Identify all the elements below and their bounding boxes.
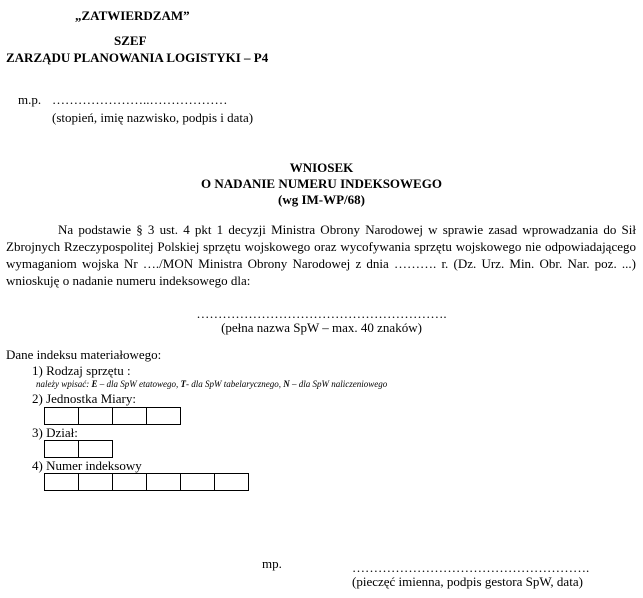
item1-note [36, 379, 387, 389]
item2-label: 2) Jednostka Miary: [32, 391, 136, 406]
section-cell[interactable] [79, 440, 113, 458]
section-cell[interactable] [45, 440, 79, 458]
footer-sign-line: ………………………………………………. [352, 560, 590, 575]
index-number-cells [44, 473, 249, 491]
approval-mp-label: m.p. [18, 92, 42, 107]
section-cells [44, 440, 113, 458]
unit-cell[interactable] [147, 407, 181, 425]
doc-title-line3: (wg IM-WP/68) [277, 192, 365, 207]
index-heading: Dane indeksu materiałowego: [6, 347, 162, 362]
item1-note-t-text: - dla SpW tabelarycznego, [186, 379, 284, 389]
approval-org: ZARZĄDU PLANOWANIA LOGISTYKI – P4 [6, 50, 269, 65]
unit-cells [44, 407, 181, 425]
unit-cell[interactable] [79, 407, 113, 425]
name-field-caption: (pełna nazwa SpW – max. 40 znaków) [221, 320, 422, 335]
index-number-cell[interactable] [147, 473, 181, 491]
index-number-cell[interactable] [215, 473, 249, 491]
index-number-cell[interactable] [79, 473, 113, 491]
item1-note-n: N [283, 379, 290, 389]
item1-note-e-text: – dla SpW etatowego, [97, 379, 181, 389]
footer-sign-caption: (pieczęć imienna, podpis gestora SpW, data) [352, 574, 583, 589]
doc-title-line2: O NADANIE NUMERU INDEKSOWEGO [201, 176, 442, 191]
footer-mp-label: mp. [262, 556, 282, 571]
request-paragraph: Na podstawie § 3 ust. 4 pkt 1 decyzji Ministra Obrony Narodowej w sprawie zasad wprowadzania do Sił Zbrojnych Rzeczypospolitej Polskiej sprzętu wojskowego oraz wycofywania sprzętu wojskowego nie odpowiadającego wymaganiom wojska Nr …./MON Ministra Obrony Narodowej z dnia ………. r. (Dz. Urz. Min. Obr. Nar. poz. ...) wnioskuję o nadanie numeru indeksowego dla: [6, 222, 636, 288]
unit-cell[interactable] [45, 407, 79, 425]
index-number-cell[interactable] [45, 473, 79, 491]
approval-sign-line: …………………..……………… [52, 92, 228, 107]
unit-cell[interactable] [113, 407, 147, 425]
index-number-cell[interactable] [181, 473, 215, 491]
approval-heading: „ZATWIERDZAM” [75, 8, 190, 23]
item4-label: 4) Numer indeksowy [32, 458, 142, 473]
approval-role: SZEF [114, 33, 147, 48]
item1-label: 1) Rodzaj sprzętu : [32, 363, 131, 378]
item1-note-e: E [91, 379, 98, 389]
index-number-cell[interactable] [113, 473, 147, 491]
name-field-line[interactable]: …………………………………………………. [196, 306, 447, 321]
item1-note-prefix: należy wpisać: [36, 379, 92, 389]
item3-label: 3) Dział: [32, 425, 78, 440]
item1-note-n-text: – dla SpW naliczeniowego [289, 379, 388, 389]
item1-note-t: T [180, 379, 187, 389]
approval-sign-caption: (stopień, imię nazwisko, podpis i data) [52, 110, 254, 125]
doc-title-line1: WNIOSEK [289, 160, 354, 175]
